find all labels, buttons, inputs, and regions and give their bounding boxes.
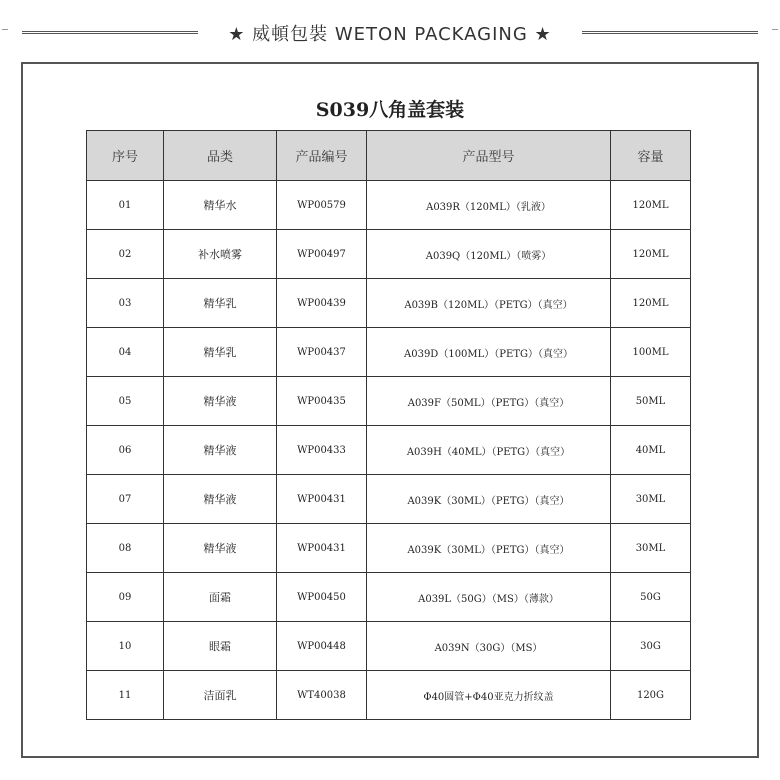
cell-index: 07 <box>87 475 164 524</box>
cell-capacity: 40ML <box>611 426 691 475</box>
cell-category: 精华液 <box>164 475 277 524</box>
cell-index: 05 <box>87 377 164 426</box>
cell-product-code: WP00433 <box>277 426 367 475</box>
cell-product-model: A039L（50G）（MS）（薄款） <box>367 573 611 622</box>
brand-title: ★ 威頓包裝 WETON PACKAGING ★ <box>228 24 552 45</box>
table-row <box>87 377 691 426</box>
table-header-row <box>87 131 691 181</box>
cell-product-model: A039K（30ML）（PETG）（真空） <box>367 475 611 524</box>
cell-capacity: 120G <box>611 671 691 720</box>
cell-capacity: 120ML <box>611 230 691 279</box>
table-row <box>87 230 691 279</box>
cell-capacity: 30G <box>611 622 691 671</box>
table-row <box>87 524 691 573</box>
cell-capacity: 30ML <box>611 524 691 573</box>
cell-index: 10 <box>87 622 164 671</box>
cell-capacity: 120ML <box>611 279 691 328</box>
cell-capacity: 50ML <box>611 377 691 426</box>
cell-product-code: WP00439 <box>277 279 367 328</box>
cell-product-model: A039K（30ML）（PETG）（真空） <box>367 524 611 573</box>
cell-category: 洁面乳 <box>164 671 277 720</box>
cell-product-code: WP00431 <box>277 475 367 524</box>
header-banner <box>0 18 780 48</box>
cell-product-model: A039F（50ML）（PETG）（真空） <box>367 377 611 426</box>
cell-index: 01 <box>87 181 164 230</box>
cell-product-model: A039H（40ML）（PETG）（真空） <box>367 426 611 475</box>
cell-category: 精华乳 <box>164 328 277 377</box>
banner-rule-left <box>22 31 198 34</box>
cell-product-code: WP00497 <box>277 230 367 279</box>
cell-index: 06 <box>87 426 164 475</box>
cell-category: 眼霜 <box>164 622 277 671</box>
table-row <box>87 475 691 524</box>
cell-category: 精华液 <box>164 377 277 426</box>
cell-category: 精华液 <box>164 426 277 475</box>
cell-product-code: WP00431 <box>277 524 367 573</box>
product-spec-table <box>86 130 691 720</box>
cell-index: 04 <box>87 328 164 377</box>
cell-category: 面霜 <box>164 573 277 622</box>
cell-product-code: WP00450 <box>277 573 367 622</box>
cell-capacity: 50G <box>611 573 691 622</box>
cell-capacity: 100ML <box>611 328 691 377</box>
banner-edge-left <box>2 29 8 36</box>
cell-product-code: WT40038 <box>277 671 367 720</box>
cell-product-model: A039D（100ML）（PETG）（真空） <box>367 328 611 377</box>
cell-product-model: A039N（30G）（MS） <box>367 622 611 671</box>
cell-category: 精华水 <box>164 181 277 230</box>
banner-rule-right <box>582 31 758 34</box>
cell-category: 精华液 <box>164 524 277 573</box>
cell-product-code: WP00448 <box>277 622 367 671</box>
cell-product-code: WP00435 <box>277 377 367 426</box>
cell-category: 精华乳 <box>164 279 277 328</box>
banner-edge-right <box>772 29 778 36</box>
table-row <box>87 671 691 720</box>
cell-index: 02 <box>87 230 164 279</box>
table-row <box>87 426 691 475</box>
table-row <box>87 181 691 230</box>
table-row <box>87 573 691 622</box>
header-category: 品类 <box>164 131 277 181</box>
table-row <box>87 328 691 377</box>
cell-index: 08 <box>87 524 164 573</box>
header-index: 序号 <box>87 131 164 181</box>
cell-index: 09 <box>87 573 164 622</box>
table-row <box>87 622 691 671</box>
header-product-code: 产品编号 <box>277 131 367 181</box>
header-product-model: 产品型号 <box>367 131 611 181</box>
cell-product-code: WP00437 <box>277 328 367 377</box>
cell-product-model: A039R（120ML）（乳液） <box>367 181 611 230</box>
page-title: S039八角盖套装 <box>315 99 465 121</box>
cell-index: 11 <box>87 671 164 720</box>
cell-product-code: WP00579 <box>277 181 367 230</box>
cell-category: 补水喷雾 <box>164 230 277 279</box>
cell-product-model: Φ40圆管+Φ40亚克力折纹盖 <box>367 671 611 720</box>
cell-product-model: A039B（120ML）（PETG）（真空） <box>367 279 611 328</box>
cell-index: 03 <box>87 279 164 328</box>
header-capacity: 容量 <box>611 131 691 181</box>
table-row <box>87 279 691 328</box>
cell-product-model: A039Q（120ML）（喷雾） <box>367 230 611 279</box>
cell-capacity: 30ML <box>611 475 691 524</box>
cell-capacity: 120ML <box>611 181 691 230</box>
